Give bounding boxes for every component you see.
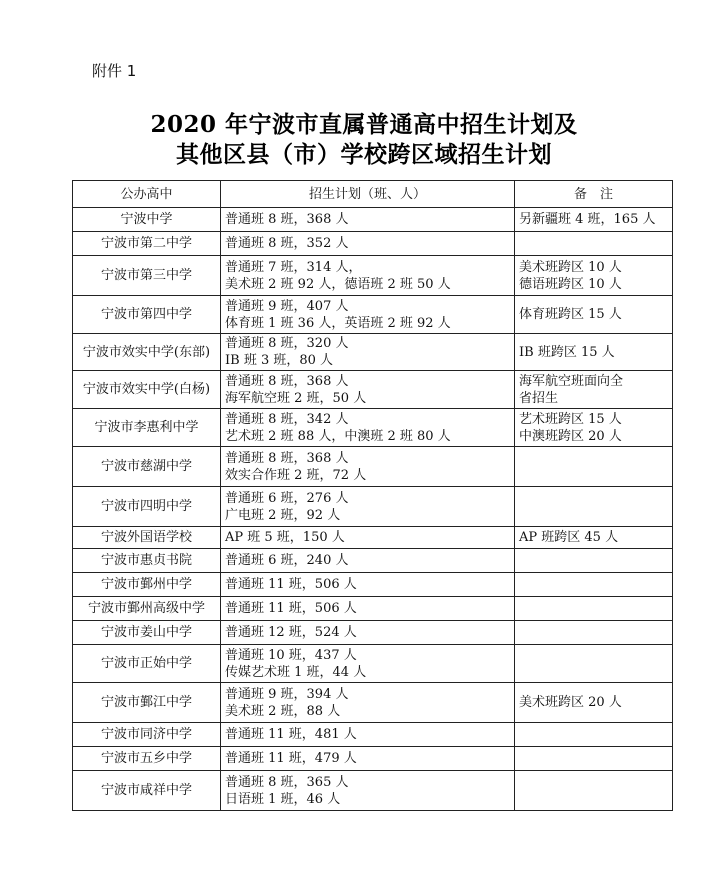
enrollment-plan-cell xyxy=(221,232,515,256)
plan-line: 普通班 9 班，407 人 xyxy=(225,298,349,314)
enrollment-plan-cell xyxy=(221,573,515,597)
school-name-cell: 宁波市第四中学 xyxy=(73,296,221,334)
enrollment-plan-table xyxy=(72,180,673,811)
column-header-school: 公办高中 xyxy=(73,181,221,208)
plan-line: 普通班 8 班，365 人 xyxy=(225,774,349,790)
table-row xyxy=(73,597,673,621)
document-title-line-1: 2020 年宁波市直属普通高中招生计划及 xyxy=(150,111,578,138)
note-cell xyxy=(515,683,673,723)
plan-line: 普通班 9 班，394 人 xyxy=(225,686,349,702)
plan-line: 普通班 8 班，368 人 xyxy=(225,450,349,466)
table-row xyxy=(73,723,673,747)
school-name-cell: 宁波市姜山中学 xyxy=(73,621,221,645)
plan-line: 广电班 2 班，92 人 xyxy=(225,507,341,523)
plan-line: 普通班 8 班，352 人 xyxy=(225,236,349,251)
note-cell xyxy=(515,487,673,527)
note-cell xyxy=(515,723,673,747)
enrollment-plan-cell xyxy=(221,296,515,334)
enrollment-plan-cell xyxy=(221,208,515,232)
column-header-note: 备 注 xyxy=(515,181,673,208)
note-cell xyxy=(515,597,673,621)
plan-line: 美术班 2 班 92 人，德语班 2 班 50 人 xyxy=(225,276,451,292)
enrollment-plan-cell xyxy=(221,597,515,621)
plan-line: 普通班 7 班，314 人， xyxy=(225,259,362,275)
enrollment-plan-cell xyxy=(221,409,515,447)
plan-line: 普通班 11 班，506 人 xyxy=(225,601,357,616)
note-line: 海军航空班面向全 xyxy=(519,373,624,389)
school-name-cell: 宁波外国语学校 xyxy=(73,527,221,549)
plan-line: 普通班 11 班，479 人 xyxy=(225,751,357,766)
plan-line: 日语班 1 班，46 人 xyxy=(225,791,341,807)
table-row xyxy=(73,371,673,409)
table-row xyxy=(73,771,673,811)
enrollment-plan-cell xyxy=(221,723,515,747)
enrollment-plan-cell xyxy=(221,527,515,549)
note-cell xyxy=(515,208,673,232)
plan-line: 体育班 1 班 36 人，英语班 2 班 92 人 xyxy=(225,315,451,331)
enrollment-plan-cell xyxy=(221,747,515,771)
table-row xyxy=(73,296,673,334)
enrollment-plan-cell xyxy=(221,683,515,723)
plan-line: AP 班 5 班，150 人 xyxy=(225,530,345,545)
table-row xyxy=(73,683,673,723)
school-name-cell: 宁波市同济中学 xyxy=(73,723,221,747)
plan-line: 普通班 8 班，320 人 xyxy=(225,336,349,351)
note-cell xyxy=(515,296,673,334)
document-title-line-2: 其他区县（市）学校跨区域招生计划 xyxy=(176,141,552,168)
note-line: 美术班跨区 20 人 xyxy=(519,695,622,710)
enrollment-plan-cell xyxy=(221,645,515,683)
note-cell xyxy=(515,549,673,573)
plan-line: 艺术班 2 班 88 人，中澳班 2 班 80 人 xyxy=(225,428,451,444)
plan-line: 美术班 2 班，88 人 xyxy=(225,703,341,719)
note-line: 省招生 xyxy=(519,390,559,406)
note-cell xyxy=(515,573,673,597)
note-cell xyxy=(515,232,673,256)
note-cell xyxy=(515,527,673,549)
table-row xyxy=(73,527,673,549)
table-row xyxy=(73,747,673,771)
note-cell xyxy=(515,771,673,811)
note-cell xyxy=(515,409,673,447)
table-row xyxy=(73,549,673,573)
table-row xyxy=(73,409,673,447)
note-cell xyxy=(515,371,673,409)
table-row xyxy=(73,208,673,232)
table-row xyxy=(73,487,673,527)
note-line: 德语班跨区 10 人 xyxy=(519,276,622,292)
table-row xyxy=(73,232,673,256)
school-name-cell: 宁波市鄞江中学 xyxy=(73,683,221,723)
table-row xyxy=(73,447,673,487)
school-name-cell: 宁波市惠贞书院 xyxy=(73,549,221,573)
plan-line: 普通班 8 班，342 人 xyxy=(225,411,349,427)
plan-line: 普通班 8 班，368 人 xyxy=(225,373,349,389)
note-cell xyxy=(515,747,673,771)
table-row xyxy=(73,573,673,597)
enrollment-plan-cell xyxy=(221,549,515,573)
plan-line: IB 班 3 班，80 人 xyxy=(225,353,334,368)
enrollment-plan-cell xyxy=(221,487,515,527)
school-name-cell: 宁波市第二中学 xyxy=(73,232,221,256)
note-line: 中澳班跨区 20 人 xyxy=(519,428,622,444)
school-name-cell: 宁波中学 xyxy=(73,208,221,232)
enrollment-plan-cell xyxy=(221,256,515,296)
school-name-cell: 宁波市五乡中学 xyxy=(73,747,221,771)
column-header-plan: 招生计划（班、人） xyxy=(221,181,515,208)
note-line: 另新疆班 4 班，165 人 xyxy=(519,212,656,227)
note-cell xyxy=(515,645,673,683)
note-line: AP 班跨区 45 人 xyxy=(519,530,619,545)
note-cell xyxy=(515,256,673,296)
school-name-cell: 宁波市慈湖中学 xyxy=(73,447,221,487)
school-name-cell: 宁波市效实中学(白杨) xyxy=(73,371,221,409)
school-name-cell: 宁波市第三中学 xyxy=(73,256,221,296)
enrollment-plan-cell xyxy=(221,771,515,811)
plan-line: 普通班 10 班，437 人 xyxy=(225,647,357,663)
note-line: IB 班跨区 15 人 xyxy=(519,344,615,360)
plan-line: 普通班 12 班，524 人 xyxy=(225,625,357,640)
table-header-row xyxy=(73,181,673,208)
plan-line: 海军航空班 2 班，50 人 xyxy=(225,390,367,406)
table-row xyxy=(73,621,673,645)
enrollment-plan-cell xyxy=(221,621,515,645)
plan-line: 普通班 11 班，481 人 xyxy=(225,727,357,742)
school-name-cell: 宁波市正始中学 xyxy=(73,645,221,683)
enrollment-plan-cell xyxy=(221,371,515,409)
note-line: 艺术班跨区 15 人 xyxy=(519,411,622,427)
plan-line: 普通班 8 班，368 人 xyxy=(225,212,349,227)
plan-line: 传媒艺术班 1 班，44 人 xyxy=(225,664,367,680)
school-name-cell: 宁波市鄞州中学 xyxy=(73,573,221,597)
table-row xyxy=(73,645,673,683)
note-line: 美术班跨区 10 人 xyxy=(519,259,622,275)
plan-line: 普通班 6 班，240 人 xyxy=(225,553,349,568)
note-cell xyxy=(515,447,673,487)
note-cell xyxy=(515,334,673,371)
note-cell xyxy=(515,621,673,645)
note-line: 体育班跨区 15 人 xyxy=(519,307,622,322)
enrollment-plan-cell xyxy=(221,447,515,487)
school-name-cell: 宁波市鄞州高级中学 xyxy=(73,597,221,621)
school-name-cell: 宁波市咸祥中学 xyxy=(73,771,221,811)
table-row xyxy=(73,256,673,296)
school-name-cell: 宁波市四明中学 xyxy=(73,487,221,527)
plan-line: 效实合作班 2 班，72 人 xyxy=(225,467,367,483)
school-name-cell: 宁波市李惠利中学 xyxy=(73,409,221,447)
table-row xyxy=(73,334,673,371)
school-name-cell: 宁波市效实中学(东部) xyxy=(73,334,221,371)
table-body xyxy=(73,208,673,811)
enrollment-plan-cell xyxy=(221,334,515,371)
plan-line: 普通班 11 班，506 人 xyxy=(225,577,357,592)
attachment-label: 附件 1 xyxy=(92,62,137,80)
plan-line: 普通班 6 班，276 人 xyxy=(225,490,349,506)
